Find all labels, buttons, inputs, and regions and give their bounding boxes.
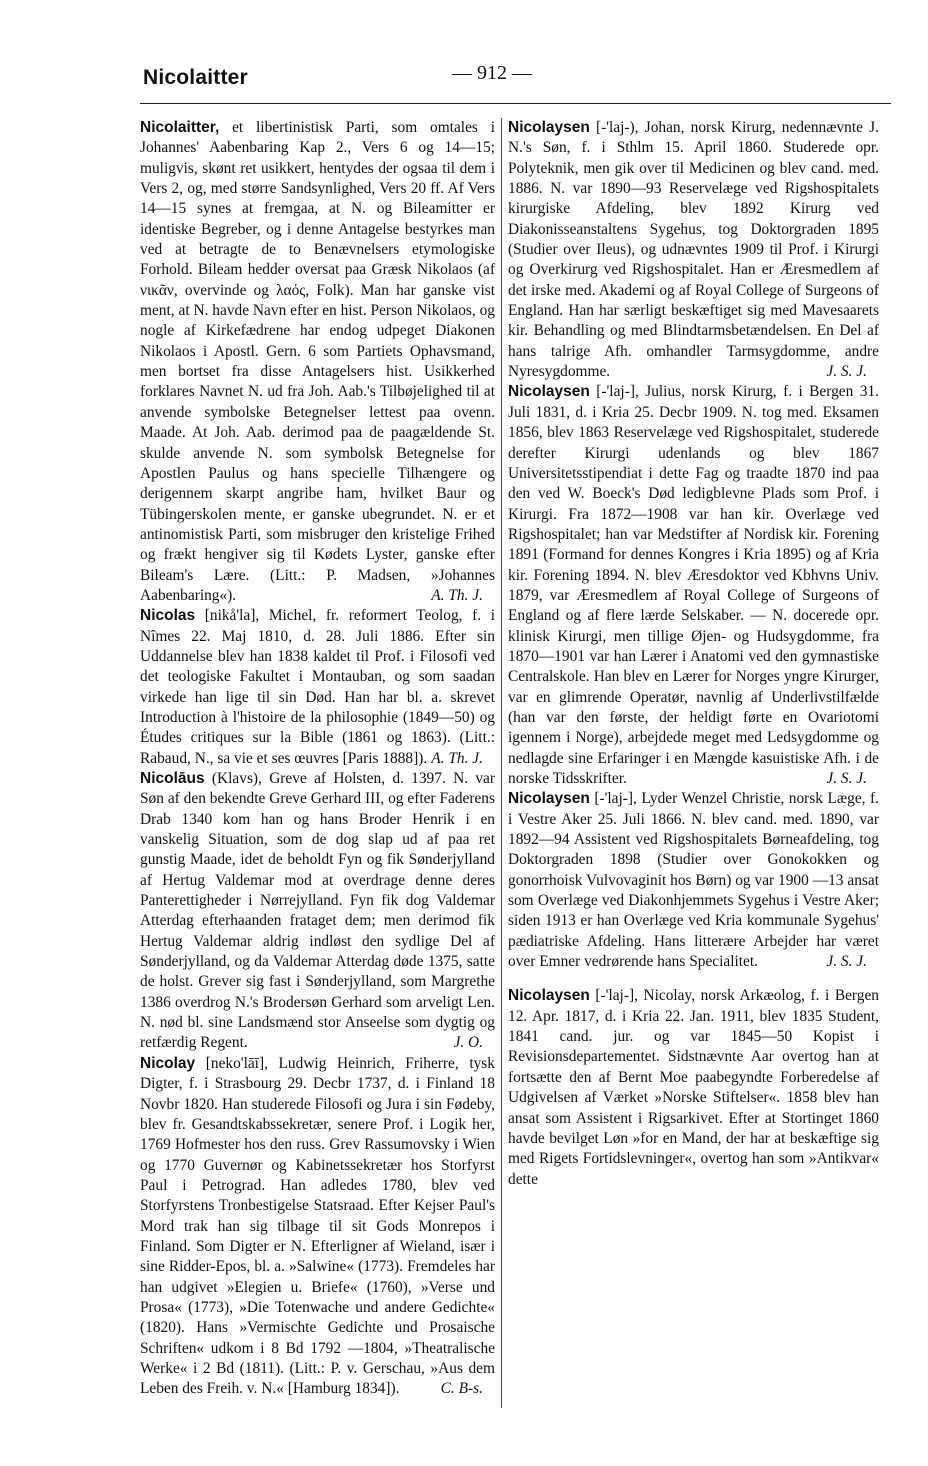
entry-text: [-'laj-], Nicolay, norsk Arkæolog, f. i Bergen 12. Apr. 1817, d. i Kria 22. Jan. 1911, blev 1835 Student, 1841 cand. jur. og var 1845—50 Kopist i Revisionsdepartementet. Sidstnævnte Aar overtog han at fortsætte den af Bernt Moe paabegyndte Forberedelse af Udgivelsen af Værket »Norske Stiftelser«. 1858 blev han ansat som Assistent i Rigsarkivet. Efter at Stortinget 1860 havde bevilget Løn »for en Mand, der har at beskæftige sig med Rigets Fortidslevninger«, overtog han som »Antikvar« dette (508, 987, 879, 1188)
entry-text: [nikå'la], Michel, fr. reformert Teolog, f. i Nîmes 22. Maj 1810, d. 28. Juli 1886. Efter sin Uddannelse blev han 1838 kaldet til Prof. i Filosofi ved det teologiske Fakultet i Montauban, og som saadan virkede han lige til sin Død. Han har bl. a. skrevet Introduction à l'histoire de la philosophie (1849—50) og Études critiques sur la Bible (1861 og 1863). (Litt.: Rabaud, N., sa vie et ses œuvres [Paris 1888]). (140, 607, 495, 767)
entry-nicolaysen-lyder (508, 789, 879, 972)
author-signature: J. S. J. (826, 363, 867, 381)
entry-headword: Nicolas (140, 607, 196, 625)
entry-text: [-'laj-], Lyder Wenzel Christie, norsk Læge, f. i Vestre Aker 25. Juli 1866. N. blev cand. med. 1890, var 1892—94 Assistent ved Rigshospitalets Børneafdeling, tog Doktorgraden 1898 (Studier over Gonokokken og gonorrhoisk Vulvovaginit hos Børn) og var 1900 —13 ansat som Overlæge ved Diakonhjemmets Sygehus i Vestre Aker; siden 1913 er han Overlæge ved Kria kommunale Sygehus' pædiatriske Afdeling. Hans litterære Arbejder har været over Emner vedrørende hans Specialitet. (508, 790, 879, 971)
head-word: Nicolaitter (143, 66, 248, 89)
entry-text: [-'laj-), Johan, norsk Kirurg, nedennævnte J. N.'s Søn, f. i Sthlm 15. April 1860. Studerede opr. Polyteknik, men gik over til Medicinen og blev cand. med. 1886. N. var 1890—93 Reservelæge ved Rigshospitalets kirurgiske Afdeling, blev 1892 Kirurg ved Diakonisseanstaltens Sygehus, tog Doktorgraden 1895 (Studier over Ileus), og udnævntes 1909 til Prof. i Kirurgi og Overkirurg ved Rigshospitalet. Han er Æresmedlem af det irske med. Akademi og af Royal College of Surgeons of England. Han har særligt beskæftiget sig med Mavesaarets kir. Behandling og med Blindtarmsbetændelsen. En Del af hans talrige Afh. omhandler Tarmsygdomme, andre Nyresygdomme. (508, 119, 879, 381)
entry-text: [-'laj-], Julius, norsk Kirurg, f. i Bergen 31. Juli 1831, d. i Kria 25. Decbr 1909. N. tog med. Eksamen 1856, blev 1863 Reservelæge ved Rigshospitalet, studerede derefter Kirurgi udenlands og blev 1867 Universitetsstipendiat i dette Fag og traadte 1870 ind paa den ved W. Boeck's Død ledigblevne Plads som Prof. i Kirurgi. Fra 1872—1908 var han kir. Overlæge ved Rigshospitalet; han var Medstifter af Nordisk kir. Forening 1891 (Formand for dennes Kongres i Kria 1895) og af Kria kir. Forening 1894. N. blev Æresdoktor ved Kbhvns Univ. 1879, var Æresmedlem af Royal College of Surgeons of England og af flere lærde Selskaber. — N. docerede opr. klinisk Kirurgi, men tillige Øjen- og Hudsygdomme, fra 1870—1901 var han Lærer i Anatomi ved den gymnastiske Centralskole. Han blev en Lærer for Norges yngre Kirurger, var en glimrende Operatør, navnlig af Underlivstilfælde (han var den første, der heldigt førte en Ovariotomi igennem i Norge), arbejdede meget med Ledsygdomme og nedlagde sine Erfaringer i en Mængde kasuistiske Afh. i de norske Tidsskrifter. (508, 383, 879, 787)
entry-nicolaitter (140, 118, 495, 606)
entry-text: [neko'lāī], Ludwig Heinrich, Friherre, tysk Digter, f. i Strasbourg 29. Decbr 1737, d. i Finland 18 Novbr 1820. Han studerede Filosofi og Jura i sin Fødeby, blev fr. Gesandtskabssekretær, senere Prof. i Logik her, 1769 Hofmester hos den russ. Grev Rassumovsky i Wien og 1770 Guvernør og Kabinetssekretær hos Storfyrst Paul i Petrograd. Han adledes 1780, blev ved Storfyrstens Tronbestigelse Statsraad. Efter Kejser Paul's Mord trak han sig tilbage til sit Gods Monrepos i Finland. Som Digter er N. Efterligner af Wieland, især i sine Ridder-Epos, bl. a. »Salwine« (1773). Fremdeles har han udgivet »Elegien u. Briefe« (1760), »Verse und Prosa« (1773), »Die Totenwache und andere Gedichte« (1820). Hans »Vermischte Gedichte und Prosaische Schriften« udkom i 8 Bd 1792 —1804, »Theatralische Werke« i 2 Bd (1811). (Litt.: P. v. Gerschau, »Aus dem Leben des Freih. v. N.« [Hamburg 1834]). (140, 1054, 495, 1398)
entry-nicolaus (140, 769, 495, 1054)
entry-nicolaysen-johan (508, 118, 879, 382)
entry-headword: Nicolaysen (508, 383, 590, 401)
entry-headword: Nicolaysen (508, 987, 590, 1005)
entry-nicolas (140, 606, 495, 769)
entry-nicolaysen-julius (508, 382, 879, 789)
header-rule (140, 103, 891, 104)
right-column (508, 118, 879, 1190)
entry-nicolay (140, 1054, 495, 1400)
running-head (0, 60, 928, 100)
author-signature: J. O. (453, 1034, 483, 1052)
entry-headword: Nicolāus (140, 770, 205, 787)
author-signature: A. Th. J. (431, 749, 483, 767)
entry-headword: Nicolaysen (508, 790, 590, 808)
entry-text: et libertinistisk Parti, som omtales i Johannes' Aabenbaring Kap 2., Vers 6 og 14—15; muligvis, skønt ret usikkert, hentydes der ogsaa til dem i Vers 2, og, med større Sandsynlighed, Vers 20 ff. Af Vers 14—15 synes at fremgaa, at N. og Bileamitter er identiske Begreber, og i denne Antagelse bestyrkes man ved at betragte de to Benævnelsers etymologiske Forhold. Bileam hedder oversat paa Græsk Nikolaos (af νικᾶν, overvinde og λαός, Folk). Man har ganske vist ment, at N. havde Navn efter en hist. Person Nikolaos, og nogle af Kirkefædrene har endog udpeget Diakonen Nikolaos i Apostl. Gern. 6 som Partiets Ophavsmand, men bortset fra disse Antagelsers hist. Usikkerhed forklares Navnet N. ud fra Joh. Aab.'s Tilbøjelighed til at anvende symbolske Betegnelser lettest paa ovenn. Maade. At Joh. Aab. derimod paa de paagældende St. skulde anvende N. som symbolsk Betegnelse for Apostlen Paulus og hans specielle Tilhængere og derigennem skarpt angribe ham, hvilket Baur og Tübingerskolen mente, er ganske ubegrundet. N. er et antinomistisk Parti, som misbruger den kristelige Frihed og frækt hengiver sig til Kødets Lyster, ganske efter Bileam's Lære. (Litt.: P. Madsen, »Johannes Aabenbaring«). (140, 119, 495, 604)
author-signature: J. S. J. (826, 953, 867, 971)
author-signature: J. S. J. (826, 770, 867, 787)
page-number: — 912 — (452, 62, 532, 84)
column-divider (501, 118, 502, 1408)
entry-text: (Klavs), Greve af Holsten, d. 1397. N. var Søn af den bekendte Greve Gerhard III, og efter Faderens Drab 1340 kom han og hans Broder Henrik i en vanskelig Situation, som de dog slap ud af paa ret gunstig Maade, idet de beholdt Fyn og fik Sønderjylland af Hertug Valdemar mod at overdrage denne deres Panterettigheder i Nørrejylland. Fyn fik dog Valdemar Atterdag efterhaanden frataget dem; men derimod fik Hertug Valdemar aldrig indløst den sydlige Del af Sønderjylland, og da Valdemar Atterdag døde 1375, satte de holst. Grever sig fast i Sønderjylland, som Margrethe 1386 overdrog N.'s Brodersøn Gerhard som arveligt Len. N. nød bl. sine Landsmænd stor Anseelse som dygtig og retfærdig Regent. (140, 770, 495, 1052)
entry-headword: Nicolay (140, 1054, 196, 1072)
author-signature: C. B-s. (440, 1380, 483, 1398)
author-signature: A. Th. J. (431, 586, 483, 604)
entry-nicolaysen-nicolay (508, 986, 879, 1189)
entry-headword: Nicolaitter, (140, 119, 220, 136)
entry-headword: Nicolaysen (508, 119, 590, 136)
left-column (140, 118, 495, 1400)
